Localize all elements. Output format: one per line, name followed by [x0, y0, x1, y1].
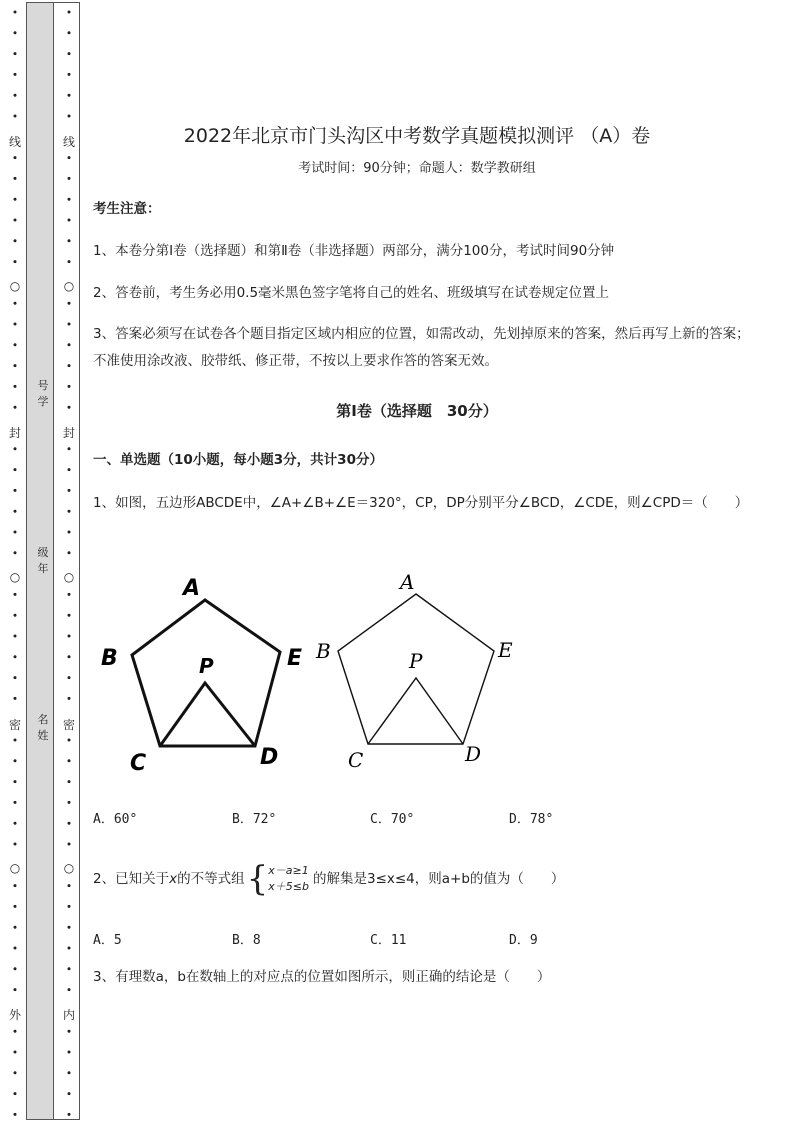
dot — [68, 52, 71, 55]
dot — [14, 614, 17, 617]
notice-item: 2、答卷前，考生务必用0.5毫米黑色签字笔将自己的姓名、班级填写在试卷规定位置上 — [93, 285, 610, 301]
margin-label-secret: 密 — [59, 716, 79, 733]
dot — [14, 635, 17, 638]
dot — [68, 94, 71, 97]
q2-option-b[interactable]: B．8 — [232, 933, 261, 948]
triangle-print — [368, 678, 463, 744]
label-d: D — [260, 745, 279, 770]
notice-item: 3、答案必须写在试卷各个题目指定区域内相应的位置，如需改动，先划掉原来的答案，然后再写上新的答案；不准使用涂改液、胶带纸、修正带，不按以上要求作答的答案无效。 — [93, 326, 750, 369]
dot — [68, 343, 71, 346]
dot — [14, 323, 17, 326]
dot — [14, 385, 17, 388]
label-e: E — [498, 638, 513, 662]
margin-circle: ○ — [59, 570, 79, 584]
label-d: D — [465, 742, 482, 766]
q2-option-a[interactable]: A．5 — [93, 933, 122, 948]
dot — [14, 198, 17, 201]
question-3-stem: 3、有理数a，b在数轴上的对应点的位置如图所示，则正确的结论是（ ） — [93, 969, 551, 985]
dot — [14, 531, 17, 534]
dot — [68, 947, 71, 950]
dot — [14, 1051, 17, 1054]
dot — [14, 219, 17, 222]
dot — [14, 905, 17, 908]
margin-circle: ○ — [59, 279, 79, 293]
dot — [14, 260, 17, 263]
label-p: P — [199, 654, 214, 678]
dot — [14, 739, 17, 742]
q2-text-after: 的解集是3≤x≤4，则a+b的值为（ ） — [312, 871, 565, 887]
margin-circle: ○ — [59, 861, 79, 875]
dot — [14, 551, 17, 554]
dot — [14, 593, 17, 596]
dot — [68, 905, 71, 908]
left-dotted-line — [0, 0, 30, 1123]
dot — [68, 302, 71, 305]
dot — [14, 52, 17, 55]
name-field[interactable]: 名姓 — [37, 713, 49, 742]
notice-item: 1、本卷分第Ⅰ卷（选择题）和第Ⅱ卷（非选择题）两部分，满分100分，考试时间90分钟 — [93, 243, 615, 259]
margin-label-line: 线 — [59, 133, 79, 150]
dot — [14, 73, 17, 76]
exam-subtitle: 考试时间：90分钟；命题人：数学教研组 — [298, 161, 536, 176]
exam-title: 2022年北京市门头沟区中考数学真题模拟测评 （A）卷 — [183, 125, 651, 147]
question-2-stem — [93, 859, 753, 899]
q1-option-a[interactable]: A．60° — [93, 812, 138, 827]
dot — [68, 1051, 71, 1054]
dot — [14, 447, 17, 450]
inequality-2: x＋5≤b — [268, 880, 309, 893]
dot — [14, 11, 17, 14]
dot — [14, 1030, 17, 1033]
dot — [14, 510, 17, 513]
q2-option-c[interactable]: C．11 — [370, 933, 407, 948]
dot — [68, 1092, 71, 1095]
q1-option-b[interactable]: B．72° — [232, 812, 277, 827]
label-c: C — [348, 748, 364, 772]
dot — [14, 884, 17, 887]
dot — [68, 260, 71, 263]
dot — [68, 988, 71, 991]
label-a: A — [183, 576, 201, 601]
dot — [68, 884, 71, 887]
dot — [14, 115, 17, 118]
dot — [68, 468, 71, 471]
section-part: 一、单选题（10小题，每小题3分，共计30分） — [93, 452, 383, 468]
dot — [14, 177, 17, 180]
label-e: E — [287, 646, 303, 671]
dot — [14, 94, 17, 97]
label-c: C — [130, 751, 147, 776]
dot — [68, 489, 71, 492]
dot — [68, 759, 71, 762]
dot — [14, 1092, 17, 1095]
student-id-field[interactable]: 号学 — [37, 379, 49, 408]
dot — [68, 739, 71, 742]
q1-option-c[interactable]: C．70° — [370, 812, 415, 827]
dot — [68, 31, 71, 34]
dot — [68, 697, 71, 700]
dot — [14, 364, 17, 367]
label-a: A — [400, 570, 415, 594]
dot — [14, 801, 17, 804]
dot — [68, 780, 71, 783]
dot — [68, 531, 71, 534]
dot — [14, 947, 17, 950]
dot — [68, 73, 71, 76]
margin-label-inner: 内 — [59, 1006, 79, 1023]
dot — [14, 655, 17, 658]
dot — [68, 323, 71, 326]
dot — [14, 31, 17, 34]
dot — [68, 11, 71, 14]
dot — [68, 219, 71, 222]
margin-circle: ○ — [5, 570, 25, 584]
dot — [14, 239, 17, 242]
dot — [14, 489, 17, 492]
q1-option-d[interactable]: D．78° — [509, 812, 554, 827]
dot — [68, 239, 71, 242]
margin-label-seal: 封 — [5, 424, 25, 441]
dot — [68, 551, 71, 554]
dot — [68, 510, 71, 513]
dot — [68, 1071, 71, 1074]
section-title: 第Ⅰ卷（选择题 30分） — [336, 402, 498, 420]
dot — [68, 967, 71, 970]
dot — [14, 988, 17, 991]
margin-circle: ○ — [5, 861, 25, 875]
dot — [14, 1071, 17, 1074]
dot — [68, 926, 71, 929]
dot — [14, 1113, 17, 1116]
inequality-system — [268, 863, 309, 895]
margin-label-line: 线 — [5, 133, 25, 150]
dot — [68, 364, 71, 367]
system-brace: { — [246, 859, 269, 899]
grade-field[interactable]: 级年 — [37, 546, 49, 575]
dot — [68, 198, 71, 201]
inequality-1: x－a≥1 — [268, 864, 309, 877]
margin-label-seal: 封 — [59, 424, 79, 441]
margin-circle: ○ — [5, 279, 25, 293]
dot — [14, 759, 17, 762]
dot — [14, 343, 17, 346]
dot — [14, 967, 17, 970]
question-1-stem: 1、如图，五边形ABCDE中，∠A+∠B+∠E＝320°，CP，DP分别平分∠BCD，∠CDE，则∠CPD＝（ ） — [93, 495, 749, 511]
dot — [68, 843, 71, 846]
question-1-figure-print — [310, 565, 530, 775]
dot — [68, 177, 71, 180]
dot — [14, 697, 17, 700]
dot — [14, 822, 17, 825]
dot — [14, 843, 17, 846]
dot — [68, 676, 71, 679]
dot — [14, 406, 17, 409]
margin-label-outer: 外 — [5, 1006, 25, 1023]
dot — [68, 635, 71, 638]
notice-heading: 考生注意： — [93, 201, 161, 217]
dot — [14, 926, 17, 929]
label-p: P — [409, 649, 423, 673]
dot — [14, 780, 17, 783]
dot — [68, 1113, 71, 1116]
dot — [14, 468, 17, 471]
dot — [14, 302, 17, 305]
dot — [68, 822, 71, 825]
dot — [68, 655, 71, 658]
q2-text-before: 2、已知关于 — [93, 871, 170, 887]
q2-var-x: x — [169, 871, 178, 887]
dot — [14, 676, 17, 679]
dot — [68, 593, 71, 596]
dot — [68, 447, 71, 450]
dot — [68, 1030, 71, 1033]
dot — [68, 614, 71, 617]
label-b: B — [101, 646, 118, 671]
dot — [68, 115, 71, 118]
q2-option-d[interactable]: D．9 — [509, 933, 538, 948]
triangle-hand — [160, 683, 255, 746]
dot — [14, 156, 17, 159]
dot — [68, 801, 71, 804]
margin-label-secret: 密 — [5, 716, 25, 733]
question-1-figure-hand — [95, 570, 325, 780]
label-b: B — [316, 639, 331, 663]
dot — [68, 385, 71, 388]
q2-text-mid: 的不等式组 — [177, 871, 245, 887]
